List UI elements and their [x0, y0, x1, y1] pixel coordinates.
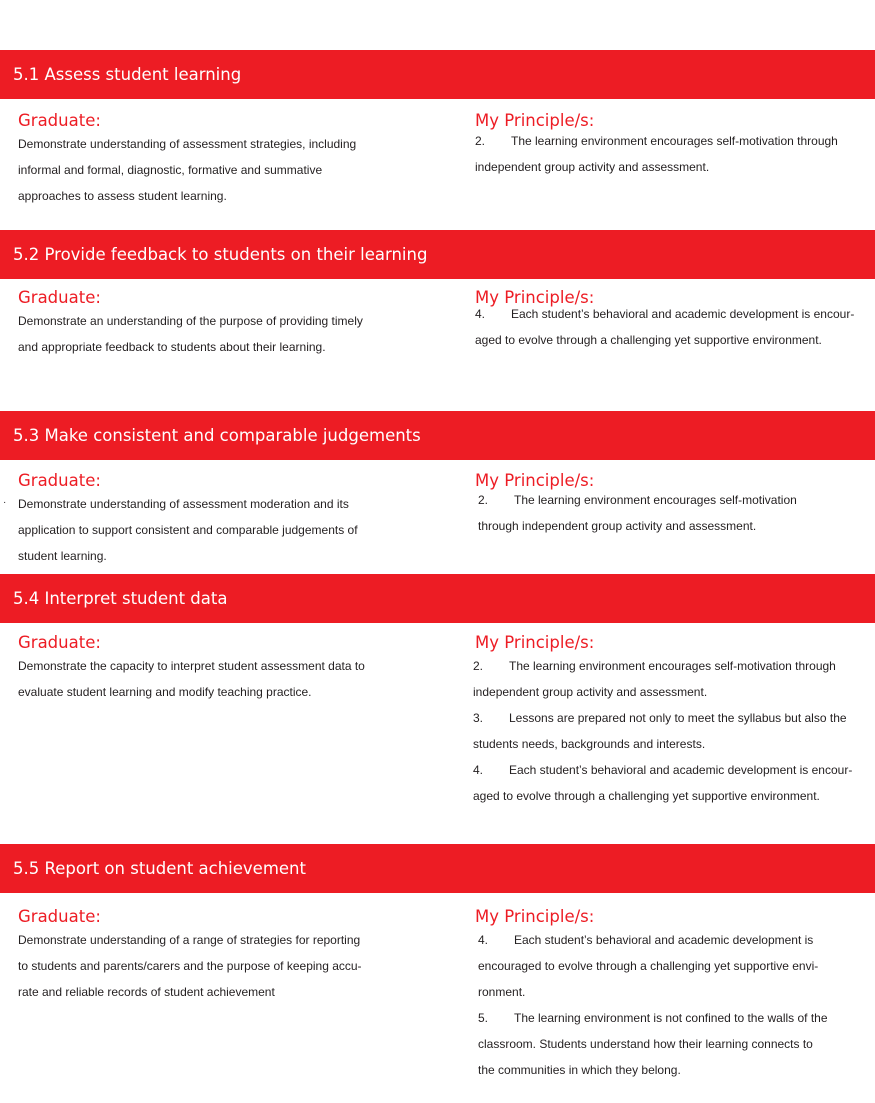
principle-line	[478, 979, 828, 1005]
section-header-2: 5.2 Provide feedback to students on their learning	[0, 230, 875, 279]
principle-line	[478, 1005, 828, 1031]
principle-text	[478, 927, 828, 1083]
principle-heading: My Principle/s:	[475, 633, 595, 652]
principle-line	[478, 953, 828, 979]
graduate-heading: Graduate:	[18, 288, 101, 307]
section-header-4: 5.4 Interpret student data	[0, 574, 875, 623]
principle-text	[473, 653, 852, 809]
principle-line	[478, 513, 797, 539]
principle-line-text: through independent group activity and assessment.	[478, 519, 757, 533]
principle-line-text: aged to evolve through a challenging yet supportive environment.	[475, 333, 822, 347]
principle-line	[475, 327, 854, 353]
principle-heading: My Principle/s:	[475, 288, 595, 307]
graduate-line: approaches to assess student learning.	[18, 189, 227, 203]
graduate-text	[18, 131, 356, 209]
graduate-line: rate and reliable records of student achievement	[18, 985, 275, 999]
graduate-text	[18, 491, 358, 569]
principle-number: 4.	[475, 307, 486, 321]
principle-line-text: classroom. Students understand how their learning connects to	[478, 1037, 813, 1051]
principle-line-text: Each student’s behavioral and academic development is	[514, 933, 814, 947]
principle-line	[478, 927, 828, 953]
principle-line-text: The learning environment encourages self-motivation	[514, 493, 797, 507]
graduate-heading: Graduate:	[18, 111, 101, 130]
principle-line	[473, 679, 852, 705]
principle-line	[475, 128, 838, 154]
principle-line	[473, 757, 852, 783]
graduate-line: evaluate student learning and modify teaching practice.	[18, 685, 312, 699]
graduate-line: Demonstrate understanding of assessment moderation and its	[18, 497, 349, 511]
principle-line-text: students needs, backgrounds and interests.	[473, 737, 706, 751]
section-header-1: 5.1 Assess student learning	[0, 50, 875, 99]
principle-number: 2.	[478, 493, 489, 507]
principle-number: 5.	[478, 1011, 489, 1025]
principle-line	[478, 1031, 828, 1057]
graduate-line: Demonstrate understanding of assessment strategies, including	[18, 137, 357, 151]
principle-line-text: The learning environment encourages self-motivation through	[511, 134, 838, 148]
graduate-heading: Graduate:	[18, 633, 101, 652]
principle-line-text: ronment.	[478, 985, 526, 999]
principle-line-text: Each student’s behavioral and academic development is encour-	[509, 763, 853, 777]
principle-heading: My Principle/s:	[475, 111, 595, 130]
graduate-text	[18, 308, 363, 360]
principle-text	[475, 128, 838, 180]
graduate-line: Demonstrate an understanding of the purpose of providing timely	[18, 314, 363, 328]
graduate-text	[18, 653, 365, 705]
graduate-line: to students and parents/carers and the purpose of keeping accu-	[18, 959, 362, 973]
principle-line	[473, 653, 852, 679]
graduate-line: and appropriate feedback to students about their learning.	[18, 340, 326, 354]
principle-line-text: The learning environment is not confined to the walls of the	[514, 1011, 828, 1025]
principle-line	[478, 487, 797, 513]
principle-text	[478, 487, 797, 539]
principle-line-text: independent group activity and assessment.	[475, 160, 710, 174]
section-header-3: 5.3 Make consistent and comparable judgements	[0, 411, 875, 460]
graduate-line: application to support consistent and comparable judgements of	[18, 523, 358, 537]
graduate-heading: Graduate:	[18, 907, 101, 926]
principle-heading: My Principle/s:	[475, 907, 595, 926]
graduate-line: student learning.	[18, 549, 107, 563]
section-header-5: 5.5 Report on student achievement	[0, 844, 875, 893]
principle-line-text: encouraged to evolve through a challenging yet supportive envi-	[478, 959, 819, 973]
principle-line	[475, 154, 838, 180]
graduate-line: Demonstrate understanding of a range of strategies for reporting	[18, 933, 361, 947]
principle-line	[475, 301, 854, 327]
principle-line-text: Lessons are prepared not only to meet the syllabus but also the	[509, 711, 847, 725]
principle-line	[473, 705, 852, 731]
principle-number: 2.	[473, 659, 484, 673]
principle-line-text: aged to evolve through a challenging yet supportive environment.	[473, 789, 820, 803]
principle-line	[473, 783, 852, 809]
graduate-line: Demonstrate the capacity to interpret student assessment data to	[18, 659, 365, 673]
principle-number: 3.	[473, 711, 484, 725]
graduate-line: informal and formal, diagnostic, formative and summative	[18, 163, 323, 177]
principle-line-text: independent group activity and assessment.	[473, 685, 708, 699]
principle-line	[478, 1057, 828, 1083]
principle-line-text: The learning environment encourages self-motivation through	[509, 659, 836, 673]
principle-text	[475, 301, 854, 353]
stray-mark: ·	[3, 497, 7, 508]
principle-number: 2.	[475, 134, 486, 148]
principle-line	[473, 731, 852, 757]
principle-heading: My Principle/s:	[475, 471, 595, 490]
principle-number: 4.	[478, 933, 489, 947]
graduate-text	[18, 927, 362, 1005]
principle-line-text: Each student’s behavioral and academic development is encour-	[511, 307, 855, 321]
principle-number: 4.	[473, 763, 484, 777]
graduate-heading: Graduate:	[18, 471, 101, 490]
principle-line-text: the communities in which they belong.	[478, 1063, 681, 1077]
